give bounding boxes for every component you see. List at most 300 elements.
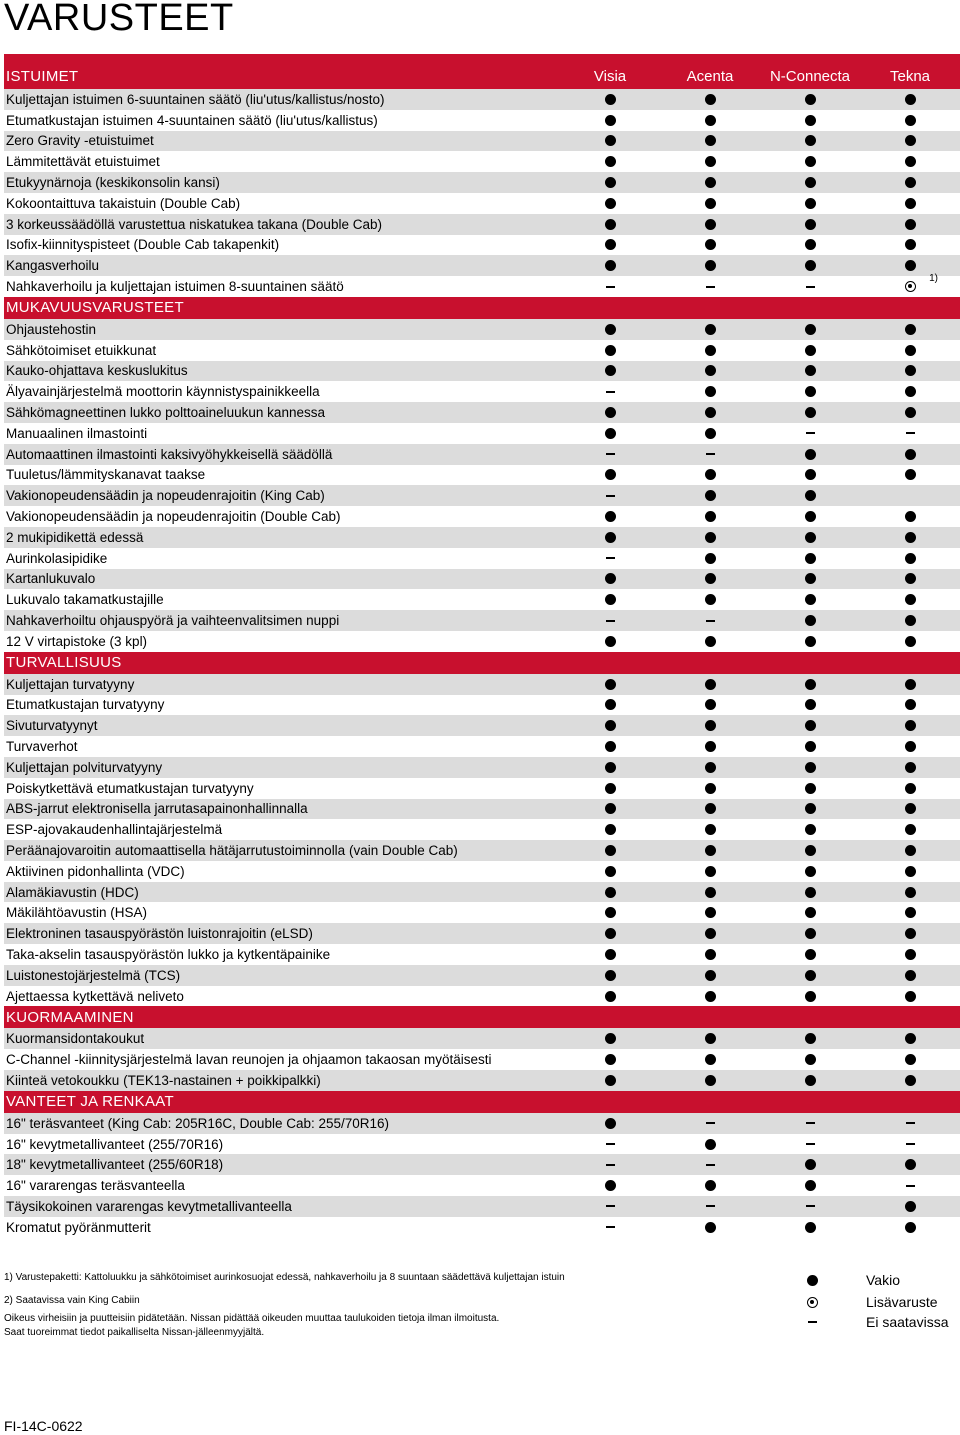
standard-dot-icon	[605, 679, 616, 690]
row-label: Kauko-ohjattava keskuslukitus	[6, 363, 188, 379]
value-cell	[560, 486, 660, 506]
value-cell	[760, 89, 860, 109]
table-row	[4, 965, 960, 986]
value-cell	[860, 924, 960, 944]
value-cell	[860, 965, 960, 985]
standard-dot-icon	[705, 1033, 716, 1044]
standard-dot-icon	[605, 887, 616, 898]
value-cell	[860, 611, 960, 631]
standard-dot-icon	[805, 135, 816, 146]
value-cell	[760, 1113, 860, 1133]
value-cell	[860, 193, 960, 213]
row-label: Taka-akselin tasauspyörästön lukko ja kytkentäpainike	[6, 946, 331, 962]
row-label: Kuljettajan istuimen 6-suuntainen säätö (liu'utus/kallistus/nosto)	[6, 91, 385, 107]
value-cell	[560, 1217, 660, 1237]
standard-dot-icon	[605, 407, 616, 418]
row-label: Kangasverhoilu	[6, 258, 100, 274]
row-label: Isofix-kiinnityspisteet (Double Cab takapenkit)	[6, 237, 280, 253]
value-cell	[860, 272, 960, 297]
standard-dot-icon	[805, 177, 816, 188]
standard-dot-icon	[805, 260, 816, 271]
table-row	[4, 923, 960, 944]
value-cell	[760, 944, 860, 964]
dash-icon	[808, 1321, 817, 1323]
row-label: 2 mukipidikettä edessä	[6, 529, 144, 545]
table-row	[4, 1175, 960, 1196]
standard-dot-icon	[805, 679, 816, 690]
value-cell	[560, 193, 660, 213]
standard-dot-icon	[905, 803, 916, 814]
standard-dot-icon	[905, 532, 916, 543]
value-cell	[760, 757, 860, 777]
standard-dot-icon	[705, 866, 716, 877]
value-cell	[760, 799, 860, 819]
row-label: Peräänajovaroitin automaattisella hätäjarrutustoiminnolla (vain Double Cab)	[6, 842, 458, 858]
value-cell	[660, 861, 760, 881]
value-cell	[560, 903, 660, 923]
standard-dot-icon	[705, 594, 716, 605]
value-cell	[560, 340, 660, 360]
row-label: Täysikokoinen vararengas kevytmetallivanteella	[6, 1198, 292, 1214]
standard-dot-icon	[705, 553, 716, 564]
table-row	[4, 1154, 960, 1175]
value-cell	[660, 256, 760, 276]
value-cell	[560, 277, 660, 297]
row-label: Etukyynärnoja (keskikonsolin kansi)	[6, 175, 220, 191]
value-cell	[760, 1176, 860, 1196]
value-cell	[860, 1029, 960, 1049]
standard-dot-icon	[605, 177, 616, 188]
table-row	[4, 674, 960, 695]
row-label: Aktiivinen pidonhallinta (VDC)	[6, 863, 185, 879]
row-label: 16" kevytmetallivanteet (255/70R16)	[6, 1136, 224, 1152]
standard-dot-icon	[805, 866, 816, 877]
standard-dot-icon	[705, 720, 716, 731]
standard-dot-icon	[605, 783, 616, 794]
value-cell	[560, 861, 660, 881]
section-header	[4, 54, 960, 89]
value-cell	[860, 716, 960, 736]
standard-dot-icon	[705, 365, 716, 376]
not-available-dash-icon	[606, 557, 615, 559]
value-cell	[660, 214, 760, 234]
standard-dot-icon	[605, 345, 616, 356]
standard-dot-icon	[805, 156, 816, 167]
row-label: Lukuvalo takamatkustajille	[6, 592, 164, 608]
value-cell	[560, 944, 660, 964]
standard-dot-icon	[605, 824, 616, 835]
standard-dot-icon	[905, 198, 916, 209]
section-title: VANTEET JA RENKAAT	[6, 1093, 174, 1111]
not-available-dash-icon	[606, 1164, 615, 1166]
row-label: 16" teräsvanteet (King Cab: 205R16C, Double Cab: 255/70R16)	[6, 1115, 390, 1131]
standard-dot-icon	[605, 428, 616, 439]
standard-dot-icon	[705, 970, 716, 981]
standard-dot-icon	[905, 1033, 916, 1044]
standard-dot-icon	[705, 762, 716, 773]
standard-dot-icon	[705, 239, 716, 250]
value-cell	[860, 319, 960, 339]
standard-dot-icon	[805, 469, 816, 480]
value-cell	[760, 882, 860, 902]
standard-dot-icon	[705, 386, 716, 397]
value-cell	[760, 631, 860, 651]
value-cell	[860, 986, 960, 1006]
standard-dot-icon	[805, 907, 816, 918]
table-row	[4, 736, 960, 757]
standard-dot-icon	[805, 803, 816, 814]
legend-standard-label: Vakio	[866, 1272, 900, 1288]
standard-dot-icon	[705, 991, 716, 1002]
standard-dot-icon	[605, 1075, 616, 1086]
standard-dot-icon	[605, 511, 616, 522]
standard-dot-icon	[605, 741, 616, 752]
standard-dot-icon	[805, 887, 816, 898]
table-row	[4, 715, 960, 736]
disclaimer-line-2: Saat tuoreimmat tiedot paikalliselta Nissan-jälleenmyyjältä.	[4, 1327, 265, 1338]
standard-dot-icon	[805, 219, 816, 230]
standard-dot-icon	[905, 177, 916, 188]
value-cell	[560, 737, 660, 757]
value-cell	[560, 403, 660, 423]
standard-dot-icon	[605, 720, 616, 731]
value-cell	[560, 507, 660, 527]
value-cell	[760, 340, 860, 360]
table-row	[4, 172, 960, 193]
standard-dot-icon	[705, 699, 716, 710]
value-cell	[860, 423, 960, 443]
value-cell	[860, 590, 960, 610]
footnote-1: 1) Varustepaketti: Kattoluukku ja sähkötoimiset aurinkosuojat edessä, nahkaverhoilu ja 8 suuntaan säädettävä kuljettajan istuin	[4, 1272, 565, 1283]
not-available-dash-icon	[606, 286, 615, 288]
not-available-dash-icon	[806, 1205, 815, 1207]
row-label: Nahkaverhoiltu ohjauspyörä ja vaihteenvalitsimen nuppi	[6, 613, 340, 629]
table-row	[4, 361, 960, 382]
legend-standard	[800, 1272, 900, 1288]
standard-dot-icon	[805, 1075, 816, 1086]
table-row	[4, 548, 960, 569]
value-cell	[560, 361, 660, 381]
value-cell	[560, 1070, 660, 1090]
value-cell	[860, 882, 960, 902]
value-cell	[560, 423, 660, 443]
standard-dot-icon	[605, 699, 616, 710]
row-label: Mäkilähtöavustin (HSA)	[6, 905, 148, 921]
standard-dot-icon	[805, 115, 816, 126]
standard-dot-icon	[905, 615, 916, 626]
disclaimer-line-1: Oikeus virheisiin ja puutteisiin pidätetään. Nissan pidättää oikeuden muuttaa taulukoiden tietoja ilman ilmoitusta.	[4, 1313, 500, 1324]
value-cell	[860, 840, 960, 860]
standard-dot-icon	[705, 219, 716, 230]
value-cell	[860, 361, 960, 381]
value-cell	[560, 1029, 660, 1049]
row-label: Alamäkiavustin (HDC)	[6, 884, 139, 900]
value-cell	[760, 1134, 860, 1154]
row-label: ESP-ajovakaudenhallintajärjestelmä	[6, 822, 223, 838]
filled-dot-icon	[807, 1275, 818, 1286]
value-cell	[660, 903, 760, 923]
value-cell	[760, 465, 860, 485]
value-cell	[660, 152, 760, 172]
standard-dot-icon	[605, 991, 616, 1002]
standard-dot-icon	[905, 762, 916, 773]
table-row	[4, 1028, 960, 1049]
value-cell	[860, 256, 960, 276]
row-label: 16" vararengas teräsvanteella	[6, 1178, 185, 1194]
value-cell	[860, 527, 960, 547]
value-cell	[860, 569, 960, 589]
standard-dot-icon	[605, 156, 616, 167]
standard-dot-icon	[805, 490, 816, 501]
value-cell	[660, 319, 760, 339]
value-cell	[860, 1113, 960, 1133]
standard-dot-icon	[605, 762, 616, 773]
row-label: Turvaverhot	[6, 739, 78, 754]
value-cell	[660, 986, 760, 1006]
value-cell	[660, 820, 760, 840]
value-cell	[660, 695, 760, 715]
not-available-dash-icon	[706, 1205, 715, 1207]
standard-dot-icon	[705, 156, 716, 167]
standard-dot-icon	[905, 469, 916, 480]
table-row	[4, 1196, 960, 1217]
value-cell	[560, 986, 660, 1006]
table-row	[4, 861, 960, 882]
standard-dot-icon	[705, 532, 716, 543]
value-cell	[660, 569, 760, 589]
standard-dot-icon	[705, 573, 716, 584]
table-row	[4, 840, 960, 861]
row-label: Vakionopeudensäädin ja nopeudenrajoitin (King Cab)	[6, 488, 325, 504]
value-cell	[660, 89, 760, 109]
value-cell	[860, 507, 960, 527]
value-cell	[860, 861, 960, 881]
standard-dot-icon	[605, 469, 616, 480]
not-available-dash-icon	[706, 620, 715, 622]
table-row	[4, 819, 960, 840]
standard-dot-icon	[705, 135, 716, 146]
standard-dot-icon	[705, 490, 716, 501]
value-cell	[660, 340, 760, 360]
table-row	[4, 465, 960, 486]
column-header: N-Connecta	[769, 68, 851, 85]
standard-dot-icon	[605, 260, 616, 271]
not-available-dash-icon	[606, 391, 615, 393]
row-label: ABS-jarrut elektronisella jarrutasapainonhallinnalla	[6, 801, 308, 817]
value-cell	[660, 1029, 760, 1049]
standard-dot-icon	[805, 636, 816, 647]
value-cell	[860, 152, 960, 172]
value-cell	[760, 840, 860, 860]
standard-dot-icon	[905, 949, 916, 960]
value-cell	[760, 423, 860, 443]
standard-dot-icon	[805, 198, 816, 209]
standard-dot-icon	[705, 1222, 716, 1233]
standard-dot-icon	[705, 94, 716, 105]
table-row	[4, 778, 960, 799]
standard-dot-icon	[805, 783, 816, 794]
standard-dot-icon	[705, 1139, 716, 1150]
value-cell	[860, 631, 960, 651]
value-cell	[560, 173, 660, 193]
value-cell	[660, 631, 760, 651]
standard-dot-icon	[705, 198, 716, 209]
standard-dot-icon	[705, 469, 716, 480]
value-cell	[660, 110, 760, 130]
standard-dot-icon	[905, 907, 916, 918]
table-row	[4, 110, 960, 131]
value-cell	[860, 465, 960, 485]
value-cell	[860, 214, 960, 234]
value-cell	[760, 986, 860, 1006]
standard-dot-icon	[805, 615, 816, 626]
standard-dot-icon	[905, 970, 916, 981]
value-cell	[660, 799, 760, 819]
value-cell	[560, 716, 660, 736]
standard-dot-icon	[705, 928, 716, 939]
table-row	[4, 695, 960, 716]
table-row	[4, 423, 960, 444]
standard-dot-icon	[605, 866, 616, 877]
standard-dot-icon	[905, 991, 916, 1002]
value-cell	[660, 173, 760, 193]
value-cell	[760, 1070, 860, 1090]
standard-dot-icon	[805, 511, 816, 522]
value-cell	[660, 757, 760, 777]
value-cell	[760, 861, 860, 881]
standard-dot-icon	[705, 824, 716, 835]
value-cell	[660, 1176, 760, 1196]
standard-dot-icon	[805, 1033, 816, 1044]
standard-dot-icon	[805, 407, 816, 418]
value-cell	[860, 1050, 960, 1070]
row-label: Ajettaessa kytkettävä neliveto	[6, 988, 184, 1004]
standard-dot-icon	[705, 345, 716, 356]
value-cell	[860, 674, 960, 694]
standard-dot-icon	[905, 866, 916, 877]
standard-dot-icon	[905, 365, 916, 376]
standard-dot-icon	[605, 324, 616, 335]
row-label: Kromatut pyöränmutterit	[6, 1219, 151, 1235]
standard-dot-icon	[905, 720, 916, 731]
table-row	[4, 882, 960, 903]
standard-dot-icon	[905, 783, 916, 794]
standard-dot-icon	[705, 679, 716, 690]
value-cell	[860, 444, 960, 464]
row-label: Nahkaverhoilu ja kuljettajan istuimen 8-suuntainen säätö	[6, 279, 344, 295]
standard-dot-icon	[905, 135, 916, 146]
value-cell	[560, 757, 660, 777]
standard-dot-icon	[705, 177, 716, 188]
standard-dot-icon	[805, 949, 816, 960]
row-label: Sähkötoimiset etuikkunat	[6, 342, 157, 358]
value-cell	[660, 1217, 760, 1237]
standard-dot-icon	[705, 887, 716, 898]
standard-dot-icon	[605, 115, 616, 126]
value-cell	[660, 1196, 760, 1216]
not-available-dash-icon	[806, 1122, 815, 1124]
standard-dot-icon	[905, 679, 916, 690]
standard-dot-icon	[605, 198, 616, 209]
standard-dot-icon	[905, 239, 916, 250]
value-cell	[660, 965, 760, 985]
table-row	[4, 1070, 960, 1091]
value-cell	[760, 778, 860, 798]
table-row	[4, 340, 960, 361]
standard-dot-icon	[805, 449, 816, 460]
value-cell	[660, 527, 760, 547]
not-available-dash-icon	[706, 286, 715, 288]
row-label: Älyavainjärjestelmä moottorin käynnistyspainikkeella	[6, 384, 320, 400]
standard-dot-icon	[905, 887, 916, 898]
value-cell	[860, 1217, 960, 1237]
value-cell	[760, 403, 860, 423]
standard-dot-icon	[605, 239, 616, 250]
not-available-dash-icon	[606, 495, 615, 497]
standard-dot-icon	[905, 260, 916, 271]
footnote-marker: 1)	[929, 272, 938, 284]
table-row	[4, 799, 960, 820]
standard-dot-icon	[805, 699, 816, 710]
standard-dot-icon	[705, 407, 716, 418]
table-row	[4, 444, 960, 465]
value-cell	[660, 924, 760, 944]
value-cell	[660, 361, 760, 381]
value-cell	[560, 611, 660, 631]
row-label: Kuormansidontakoukut	[6, 1031, 145, 1047]
value-cell	[560, 840, 660, 860]
value-cell	[860, 173, 960, 193]
standard-dot-icon	[605, 803, 616, 814]
standard-dot-icon	[905, 636, 916, 647]
value-cell	[860, 1155, 960, 1175]
standard-dot-icon	[705, 907, 716, 918]
row-label: Zero Gravity -etuistuimet	[6, 133, 154, 149]
not-available-dash-icon	[606, 1226, 615, 1228]
standard-dot-icon	[905, 845, 916, 856]
value-cell	[760, 173, 860, 193]
table-row	[4, 527, 960, 548]
standard-dot-icon	[905, 407, 916, 418]
value-cell	[560, 89, 660, 109]
standard-dot-icon	[905, 573, 916, 584]
table-row	[4, 151, 960, 172]
row-label: Ohjaustehostin	[6, 321, 97, 337]
value-cell	[860, 548, 960, 568]
not-available-dash-icon	[906, 1143, 915, 1145]
standard-dot-icon	[905, 449, 916, 460]
value-cell	[560, 1196, 660, 1216]
row-label: Poiskytkettävä etumatkustajan turvatyyny	[6, 780, 254, 796]
section-title: MUKAVUUSVARUSTEET	[6, 299, 184, 317]
standard-dot-icon	[605, 1054, 616, 1065]
standard-dot-icon	[605, 970, 616, 981]
value-cell	[560, 256, 660, 276]
section-header	[4, 652, 960, 674]
table-row	[4, 944, 960, 965]
equipment-table	[4, 54, 960, 1238]
row-label: Automaattinen ilmastointi kaksivyöhykkeisellä säädöllä	[6, 446, 333, 462]
value-cell	[760, 548, 860, 568]
column-header: Visia	[593, 68, 627, 85]
table-row	[4, 485, 960, 506]
value-cell	[860, 757, 960, 777]
table-row	[4, 89, 960, 110]
row-label: Kartanlukuvalo	[6, 571, 96, 587]
value-cell	[860, 778, 960, 798]
standard-dot-icon	[605, 907, 616, 918]
value-cell	[860, 235, 960, 255]
